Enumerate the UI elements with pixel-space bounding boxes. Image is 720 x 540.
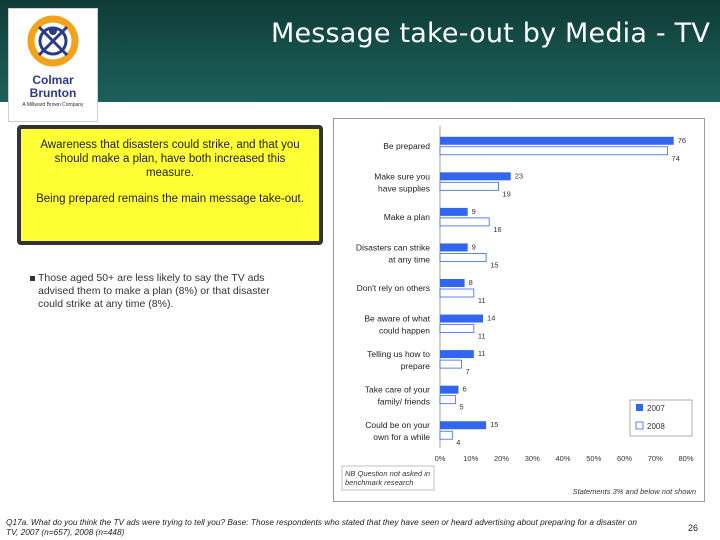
x-tick-label: 70% — [647, 454, 663, 463]
bar-2007 — [440, 315, 483, 323]
data-label-2008: 16 — [493, 224, 502, 234]
bar-2007 — [440, 172, 511, 180]
x-tick-label: 30% — [524, 454, 540, 463]
category-label: Telling us how to — [367, 349, 430, 360]
data-label-2007: 9 — [471, 242, 476, 252]
x-tick-label: 0% — [434, 454, 446, 463]
logo-text-colmar: Colmar — [32, 73, 74, 87]
data-label-2007: 9 — [471, 206, 476, 216]
category-label: Be aware of what — [364, 313, 430, 324]
bar-2008 — [440, 360, 462, 368]
data-label-2008: 7 — [465, 367, 470, 377]
category-label: have supplies — [378, 183, 430, 194]
category-label: Be prepared — [383, 140, 430, 151]
bar-2008 — [440, 289, 474, 297]
legend-swatch-2007 — [636, 404, 643, 411]
data-label-2008: 11 — [477, 296, 486, 305]
logo-text-brunton: Brunton — [29, 86, 77, 100]
x-tick-label: 20% — [493, 454, 510, 463]
bar-2008 — [440, 396, 455, 404]
x-tick-label: 40% — [555, 454, 571, 463]
bar-2007 — [440, 386, 458, 394]
category-label: could happen — [378, 325, 430, 336]
category-label: prepare — [400, 361, 430, 372]
bar-2008 — [440, 147, 668, 155]
bar-2008 — [440, 253, 486, 261]
data-label-2007: 8 — [468, 278, 473, 287]
data-label-2008: 74 — [671, 153, 680, 163]
data-label-2007: 6 — [462, 384, 467, 394]
x-tick-label: 50% — [586, 454, 602, 463]
data-label-2008: 19 — [502, 189, 511, 199]
chart-legend — [630, 400, 692, 436]
footnote: Q17a. What do you think the TV ads were trying to tell you? Base: Those respondents who stated that they have seen or heard advertising about preparing for a disaster on TV, 2007 (n=657), 2008 (n=448) — [6, 517, 637, 537]
x-tick-label: 60% — [616, 454, 633, 463]
bar-2007 — [440, 279, 465, 287]
bar-2007 — [440, 243, 468, 251]
x-tick-label: 10% — [463, 454, 479, 463]
category-label: Take care of your — [364, 384, 430, 395]
data-label-2007: 14 — [487, 313, 496, 323]
page-number: 26 — [688, 523, 699, 533]
category-label: own for a while — [373, 432, 430, 443]
bar-2007 — [440, 137, 674, 145]
page-title: Message take-out by Media - TV — [270, 18, 710, 49]
bar-2008 — [440, 182, 498, 190]
bar-2007 — [440, 421, 486, 429]
bullet-text: Those aged 50+ are less likely to say the TV ads advised them to make a plan (8%) or that disaster could strike at any time (8%). — [38, 272, 270, 310]
category-label: Make sure you — [374, 171, 430, 182]
legend-label-2008: 2008 — [647, 422, 665, 431]
x-tick-label: 80% — [678, 454, 694, 463]
data-label-2007: 11 — [477, 349, 486, 359]
data-label-2008: 15 — [490, 260, 499, 270]
data-label-2008: 5 — [459, 402, 464, 412]
bar-2008 — [440, 431, 452, 439]
bar-2008 — [440, 218, 489, 226]
category-label: Disasters can strike — [355, 242, 430, 253]
data-label-2008: 4 — [456, 438, 461, 448]
bar-2007 — [440, 350, 474, 358]
bar-2008 — [440, 325, 474, 333]
chart-note-benchmark: NB Question not asked in benchmark research — [345, 469, 431, 487]
data-label-2007: 76 — [677, 135, 687, 145]
bar-2007 — [440, 208, 468, 216]
category-label: family/ friends — [377, 396, 430, 407]
data-label-2008: 11 — [477, 331, 486, 341]
category-label: Could be on your — [365, 420, 430, 431]
category-label: at any time — [388, 254, 430, 265]
legend-swatch-2008 — [636, 422, 643, 429]
callout-paragraph-1: Awareness that disasters could strike, and that you should make a plan, have both increased this measure. — [40, 139, 300, 179]
callout-paragraph-2: Being prepared remains the main message take-out. — [36, 193, 304, 205]
data-label-2007: 23 — [514, 171, 524, 181]
legend-label-2007: 2007 — [647, 404, 665, 413]
chart-note-threshold: Statements 3% and below not shown — [572, 487, 696, 496]
logo-tagline: A Millward Brown Company — [22, 102, 84, 108]
data-label-2007: 15 — [490, 420, 499, 430]
category-label: Make a plan — [383, 211, 430, 222]
category-label: Don't rely on others — [356, 283, 430, 293]
